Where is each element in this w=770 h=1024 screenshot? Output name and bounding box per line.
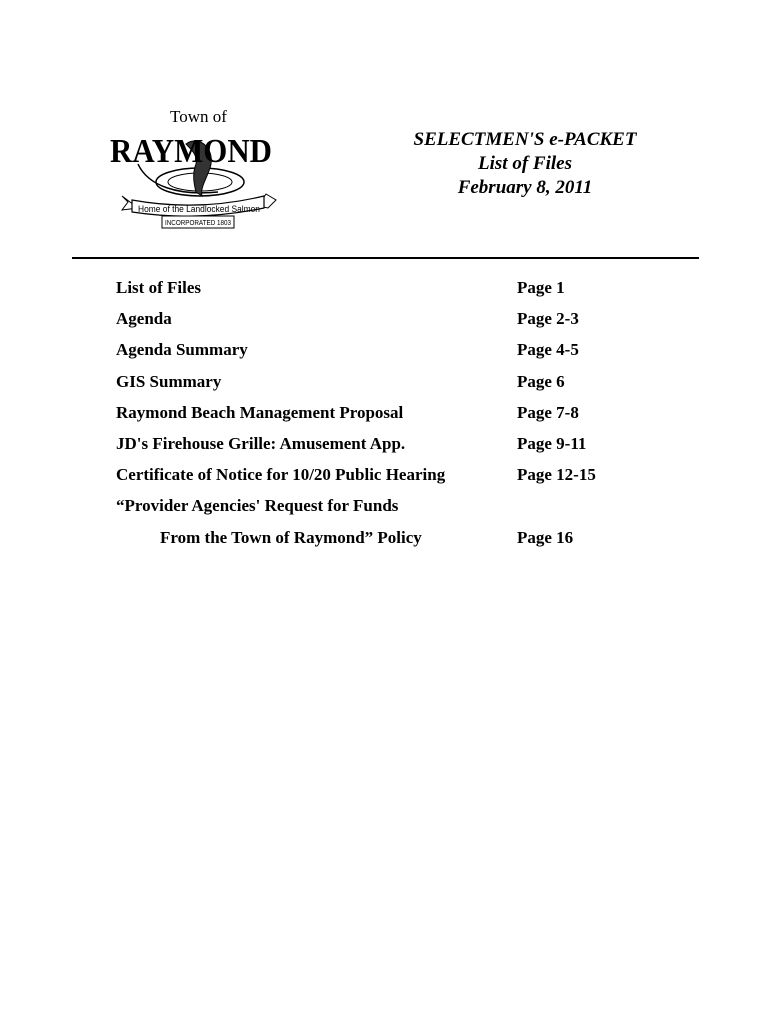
file-list-row (116, 371, 676, 402)
file-list-row (116, 495, 676, 526)
town-seal-graphic (108, 104, 284, 236)
packet-subtitle: List of Files (478, 153, 572, 174)
file-name: JD's Firehouse Grille: Amusement App. (116, 433, 406, 453)
file-list (116, 277, 676, 558)
horizontal-divider (72, 257, 699, 259)
file-page: Page 4-5 (517, 340, 579, 360)
file-page: Page 7-8 (517, 402, 579, 422)
file-page: Page 12-15 (517, 465, 596, 485)
file-name: Agenda Summary (116, 340, 248, 360)
file-list-row (116, 527, 676, 558)
file-name: Raymond Beach Management Proposal (116, 402, 404, 422)
file-list-row (116, 339, 676, 370)
file-page: Page 2-3 (517, 309, 579, 329)
packet-date: February 8, 2011 (457, 177, 593, 198)
file-page: Page 6 (517, 371, 565, 391)
file-page: Page 1 (517, 278, 565, 297)
file-page: Page 16 (517, 527, 574, 547)
logo-banner-text: Home of the Landlocked Salmon (138, 204, 260, 214)
file-name: From the Town of Raymond” Policy (160, 527, 422, 547)
file-list-row (116, 433, 676, 464)
logo-town-of-text: Town of (170, 107, 227, 126)
file-name: List of Files (116, 278, 201, 297)
file-page: Page 9-11 (517, 433, 587, 453)
packet-header (380, 128, 670, 200)
file-list-row (116, 308, 676, 339)
file-list-row (116, 277, 676, 308)
packet-title: SELECTMEN'S e-PACKET (413, 129, 637, 150)
file-name: GIS Summary (116, 371, 222, 391)
town-of-raymond-logo (108, 104, 284, 236)
file-name: “Provider Agencies' Request for Funds (116, 496, 399, 516)
logo-raymond-text: RAYMOND (110, 133, 272, 170)
file-name: Certificate of Notice for 10/20 Public Hearing (116, 465, 446, 485)
file-name: Agenda (116, 309, 172, 329)
file-list-row (116, 464, 676, 495)
file-list-row (116, 402, 676, 433)
logo-incorporated-text: INCORPORATED 1803 (165, 220, 232, 227)
